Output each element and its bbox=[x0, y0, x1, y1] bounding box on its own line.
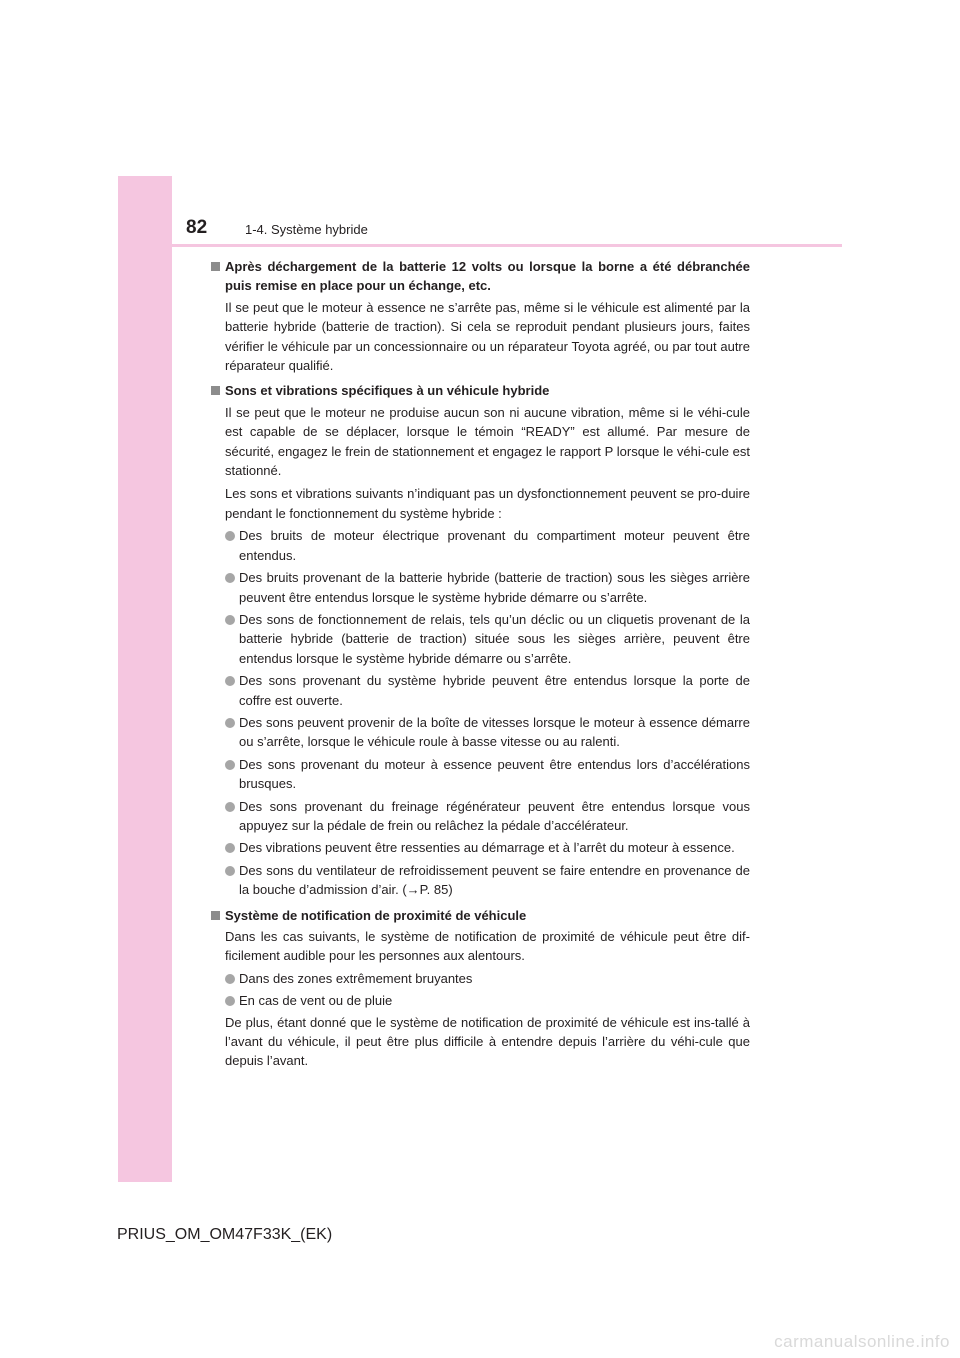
list-item-text: En cas de vent ou de pluie bbox=[239, 993, 393, 1009]
list-item-text: Des bruits de moteur électrique provenant du compartiment moteur peuvent être entendus. bbox=[239, 528, 750, 563]
list-item-text: Des vibrations peuvent être ressenties au démarrage et à l’arrêt du moteur à essence. bbox=[239, 840, 735, 856]
list-item-text: Des sons provenant du freinage régénérateur peuvent être entendus lorsque vous appuyez sur la pédale de frein ou relâchez la pédale d’accélérateur. bbox=[239, 798, 750, 833]
section-heading-text: Système de notification de proximité de véhicule bbox=[225, 907, 527, 923]
list-item-text: Des sons provenant du système hybride peuvent être entendus lorsque la porte de coffre est ouverte. bbox=[239, 673, 750, 708]
list-item-text: Des sons de fonctionnement de relais, tels qu’un déclic ou un cliquetis provenant de la batterie hybride (batterie de traction) située sous les sièges arrière, peuvent être entendus lorsque le système hybride démarre ou s’arrête. bbox=[239, 611, 750, 666]
round-bullet-icon bbox=[225, 531, 235, 541]
round-bullet-icon bbox=[225, 760, 235, 770]
list-item bbox=[209, 991, 750, 1010]
section-title: 1-4. Système hybride bbox=[245, 222, 368, 237]
list-item-text: Dans des zones extrêmement bruyantes bbox=[239, 970, 473, 986]
list-item bbox=[209, 671, 750, 710]
page-content bbox=[209, 254, 750, 1071]
list-item bbox=[209, 861, 750, 900]
list-item-text: Des sons du ventilateur de refroidissement peuvent se faire entendre en provenance de la bouche d’admission d’air. (→P. 85) bbox=[239, 862, 750, 898]
paragraph: De plus, étant donné que le système de notification de proximité de véhicule est ins-tallé à l’avant du véhicule, il peut être plus difficile à entendre depuis l’arrière du véhi-cule que depuis l’avant. bbox=[225, 1014, 750, 1069]
square-bullet-icon bbox=[211, 262, 220, 271]
paragraph: Les sons et vibrations suivants n’indiquant pas un dysfonctionnement peuvent se pro-duire pendant le fonctionnement du système hybride : bbox=[225, 486, 750, 521]
page-number: 82 bbox=[186, 217, 208, 238]
round-bullet-icon bbox=[225, 676, 235, 686]
list-item bbox=[209, 610, 750, 668]
round-bullet-icon bbox=[225, 573, 235, 583]
paragraph: Dans les cas suivants, le système de notification de proximité de véhicule peut être dif-ficilement audible pour les personnes aux alentours. bbox=[225, 929, 750, 964]
list-item bbox=[209, 568, 750, 607]
round-bullet-icon bbox=[225, 718, 235, 728]
section-heading bbox=[209, 381, 750, 400]
watermark: carmanualsonline.info bbox=[774, 1332, 950, 1351]
chapter-sidebar-tab bbox=[118, 176, 172, 1182]
paragraph: Il se peut que le moteur à essence ne s’arrête pas, même si le véhicule est alimenté par la batterie hybride (batterie de traction). Si cela se reproduit pendant plusieurs jours, faites vérifier le véhicule par un concessionnaire ou un réparateur Toyota agréé, ou par tout autre réparateur qualifié. bbox=[225, 299, 750, 374]
section-heading-text: Après déchargement de la batterie 12 volts ou lorsque la borne a été débranchée puis remise en place pour un échange, etc. bbox=[225, 259, 750, 294]
round-bullet-icon bbox=[225, 996, 235, 1006]
round-bullet-icon bbox=[225, 974, 235, 984]
square-bullet-icon bbox=[211, 386, 220, 395]
round-bullet-icon bbox=[225, 615, 235, 625]
list-item bbox=[209, 838, 750, 857]
section-heading-text: Sons et vibrations spécifiques à un véhicule hybride bbox=[225, 383, 550, 399]
list-item bbox=[209, 755, 750, 794]
round-bullet-icon bbox=[225, 843, 235, 853]
section-heading bbox=[209, 257, 750, 296]
list-item bbox=[209, 713, 750, 752]
list-item bbox=[209, 797, 750, 836]
round-bullet-icon bbox=[225, 866, 235, 876]
square-bullet-icon bbox=[211, 911, 220, 920]
list-item-text: Des bruits provenant de la batterie hybride (batterie de traction) sous les sièges arrière peuvent être entendus lorsque le système hybride démarre ou s’arrête. bbox=[239, 570, 750, 605]
section-heading bbox=[209, 906, 750, 925]
list-item-text: Des sons peuvent provenir de la boîte de vitesses lorsque le moteur à essence démarre ou s’arrête, lorsque le véhicule roule à basse vitesse ou au ralenti. bbox=[239, 714, 750, 750]
round-bullet-icon bbox=[225, 802, 235, 812]
paragraph: Il se peut que le moteur ne produise aucun son ni aucune vibration, même si le véhi-cule est capable de se déplacer, lorsque le témoin “READY” est allumé. Par mesure de sécurité, engagez le frein de stationnement et engagez le rapport P lorsque le véhi-cule est stationné. bbox=[225, 404, 750, 479]
list-item-text: Des sons provenant du moteur à essence peuvent être entendus lors d’accélérations brusques. bbox=[239, 756, 750, 792]
header-rule bbox=[172, 244, 842, 247]
list-item bbox=[209, 526, 750, 565]
list-item bbox=[209, 969, 750, 988]
document-code: PRIUS_OM_OM47F33K_(EK) bbox=[117, 1226, 333, 1243]
